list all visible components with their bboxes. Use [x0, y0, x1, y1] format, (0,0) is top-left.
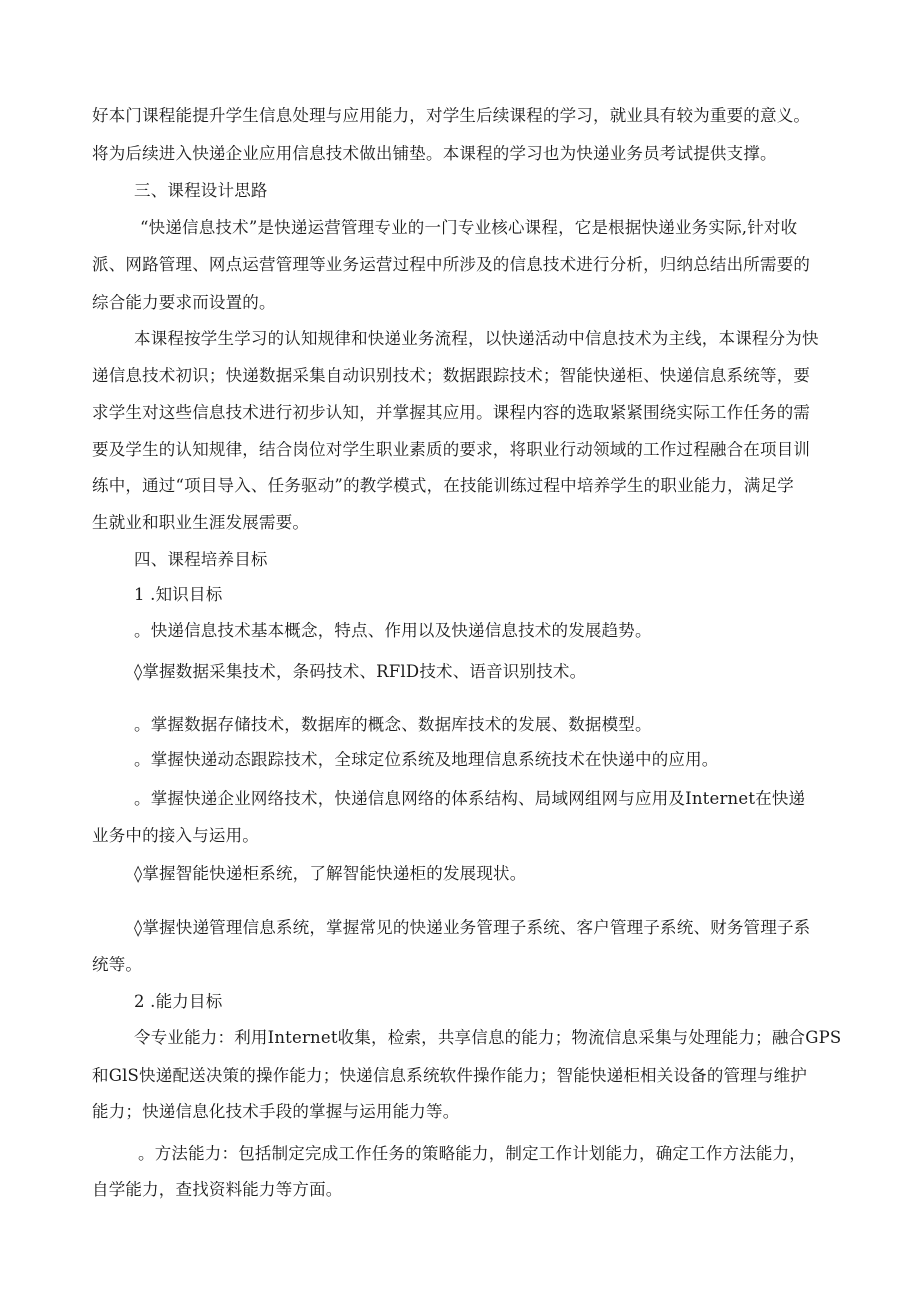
- text-line: 。掌握数据存储技术，数据库的概念、数据库技术的发展、数据模型。: [134, 715, 652, 734]
- text-line: 自学能力，查找资料能力等方面。: [92, 1180, 343, 1199]
- section-heading: 四、课程培养目标: [134, 550, 268, 569]
- text-line: ◊掌握快递管理信息系统，掌握常见的快递业务管理子系统、客户管理子系统、财务管理子系: [134, 918, 811, 937]
- text-line: 。掌握快递企业网络技术，快递信息网络的体系结构、局域网组网与应用及Internet在快递: [134, 789, 806, 808]
- subsection-heading: 2 .能力目标: [134, 992, 223, 1011]
- text-line: 递信息技术初识；快递数据采集自动识别技术；数据跟踪技术；智能快递柜、快递信息系统等，要: [92, 366, 811, 385]
- text-line: 生就业和职业生涯发展需要。: [92, 513, 310, 532]
- text-line: 将为后续进入快递企业应用信息技术做出铺垫。本课程的学习也为快递业务员考试提供支撑。: [92, 144, 777, 163]
- text-line: 派、网路管理、网点运营管理等业务运营过程中所涉及的信息技术进行分析，归纳总结出所需要的: [92, 255, 811, 274]
- text-line: 业务中的接入与运用。: [92, 826, 259, 845]
- text-line: 练中，通过“项目导入、任务驱动”的教学模式，在技能训练过程中培养学生的职业能力，满足学: [92, 476, 794, 495]
- text-line: 令专业能力：利用Internet收集，检索，共享信息的能力；物流信息采集与处理能力；融合GPS: [134, 1028, 842, 1047]
- section-heading: 三、课程设计思路: [134, 181, 268, 200]
- text-line: 。快递信息技术基本概念，特点、作用以及快递信息技术的发展趋势。: [134, 621, 652, 640]
- text-line: “快递信息技术”是快递运营管理专业的一门专业核心课程，它是根据快递业务实际,针对收: [140, 218, 798, 237]
- text-line: 好本门课程能提升学生信息处理与应用能力，对学生后续课程的学习，就业具有较为重要的意义。: [92, 106, 811, 125]
- text-line: 。掌握快递动态跟踪技术，全球定位系统及地理信息系统技术在快递中的应用。: [134, 750, 719, 769]
- text-line: 统等。: [92, 955, 143, 974]
- text-line: 和GlS快递配送决策的操作能力；快递信息系统软件操作能力；智能快递柜相关设备的管理与维护: [92, 1066, 808, 1085]
- text-line: 要及学生的认知规律，结合岗位对学生职业素质的要求，将职业行动领域的工作过程融合在项目训: [92, 440, 811, 459]
- text-line: 综合能力要求而设置的。: [92, 293, 276, 312]
- subsection-heading: 1 .知识目标: [134, 585, 223, 604]
- text-line: ◊掌握智能快递柜系统，了解智能快递柜的发展现状。: [134, 864, 527, 883]
- text-line: 本课程按学生学习的认知规律和快递业务流程，以快递活动中信息技术为主线，本课程分为快: [134, 329, 819, 348]
- text-line: ◊掌握数据采集技术，条码技术、RFlD技术、语音识别技术。: [134, 662, 587, 681]
- text-line: 。方法能力：包括制定完成工作任务的策略能力，制定工作计划能力，确定工作方法能力，: [138, 1144, 806, 1163]
- text-line: 求学生对这些信息技术进行初步认知，并掌握其应用。课程内容的选取紧紧围绕实际工作任务的需: [92, 403, 811, 422]
- text-line: 能力；快递信息化技术手段的掌握与运用能力等。: [92, 1102, 460, 1121]
